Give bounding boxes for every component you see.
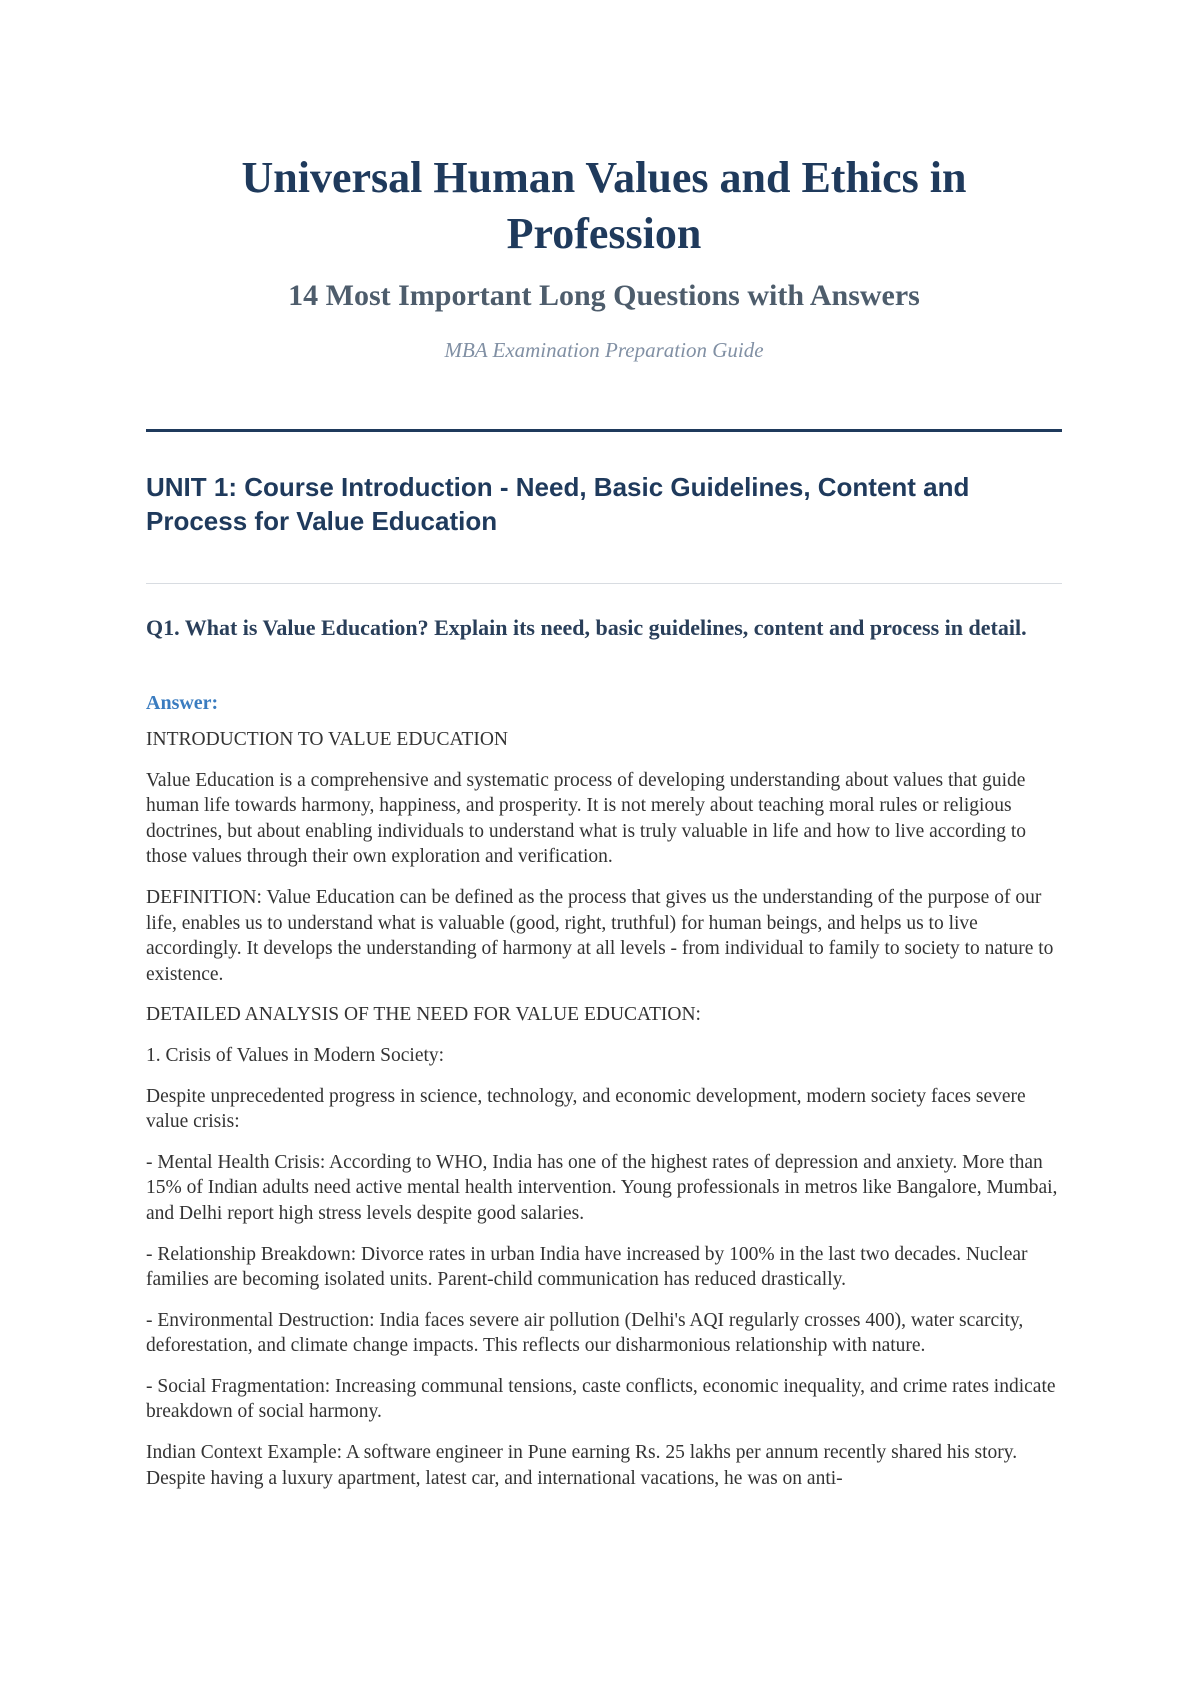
answer-body	[146, 727, 1062, 1506]
document-title: Universal Human Values and Ethics in Profession	[241, 153, 967, 258]
document-guide-label: MBA Examination Preparation Guide	[444, 338, 764, 362]
paragraph: Despite unprecedented progress in science, technology, and economic development, modern society faces severe value crisis:	[146, 1085, 1026, 1133]
paragraph: Indian Context Example: A software engineer in Pune earning Rs. 25 lakhs per annum recently shared his story. Despite having a luxury apartment, latest car, and international vacations, he was on anti-	[146, 1442, 1018, 1489]
paragraph: DEFINITION: Value Education can be defined as the process that gives us the understanding of the purpose of our life, enables us to understand what is valuable (good, right, truthful) for human beings, and helps us to live accordingly. It develops the understanding of harmony at all levels - from individual to family to society to nature to existence.	[146, 886, 1054, 985]
document-subtitle: 14 Most Important Long Questions with Answers	[288, 279, 920, 312]
paragraph: 1. Crisis of Values in Modern Society:	[146, 1044, 445, 1066]
paragraph: - Environmental Destruction: India faces severe air pollution (Delhi's AQI regularly crosses 400), water scarcity, deforestation, and climate change impacts. This reflects our disharmonious relationship with nature.	[146, 1309, 1024, 1357]
paragraph: Value Education is a comprehensive and systematic process of developing understanding about values that guide human life towards harmony, happiness, and prosperity. It is not merely about teaching moral rules or religious doctrines, but about enabling individuals to understand what is truly valuable in life and how to live according to those values through their own exploration and verification.	[146, 769, 1027, 868]
answer-label: Answer:	[146, 692, 219, 714]
paragraph: - Relationship Breakdown: Divorce rates in urban India have increased by 100% in the last two decades. Nuclear families are becoming isolated units. Parent-child communication has reduced drastically.	[146, 1243, 1028, 1291]
paragraph: INTRODUCTION TO VALUE EDUCATION	[146, 729, 509, 750]
paragraph: - Social Fragmentation: Increasing communal tensions, caste conflicts, economic inequality, and crime rates indicate breakdown of social harmony.	[146, 1375, 1056, 1423]
paragraph: DETAILED ANALYSIS OF THE NEED FOR VALUE EDUCATION:	[146, 1004, 701, 1026]
title-divider	[146, 429, 1062, 432]
paragraph: - Mental Health Crisis: According to WHO, India has one of the highest rates of depression and anxiety. More than 15% of Indian adults need active mental health intervention. Young professionals in metros like Bangalore, Mumbai, and Delhi report high stress levels despite good salaries.	[146, 1151, 1058, 1224]
question-heading: Q1. What is Value Education? Explain its need, basic guidelines, content and process in detail.	[146, 615, 1027, 640]
unit-heading: UNIT 1: Course Introduction - Need, Basic Guidelines, Content and Process for Value Education	[146, 472, 970, 536]
section-divider	[146, 583, 1062, 584]
